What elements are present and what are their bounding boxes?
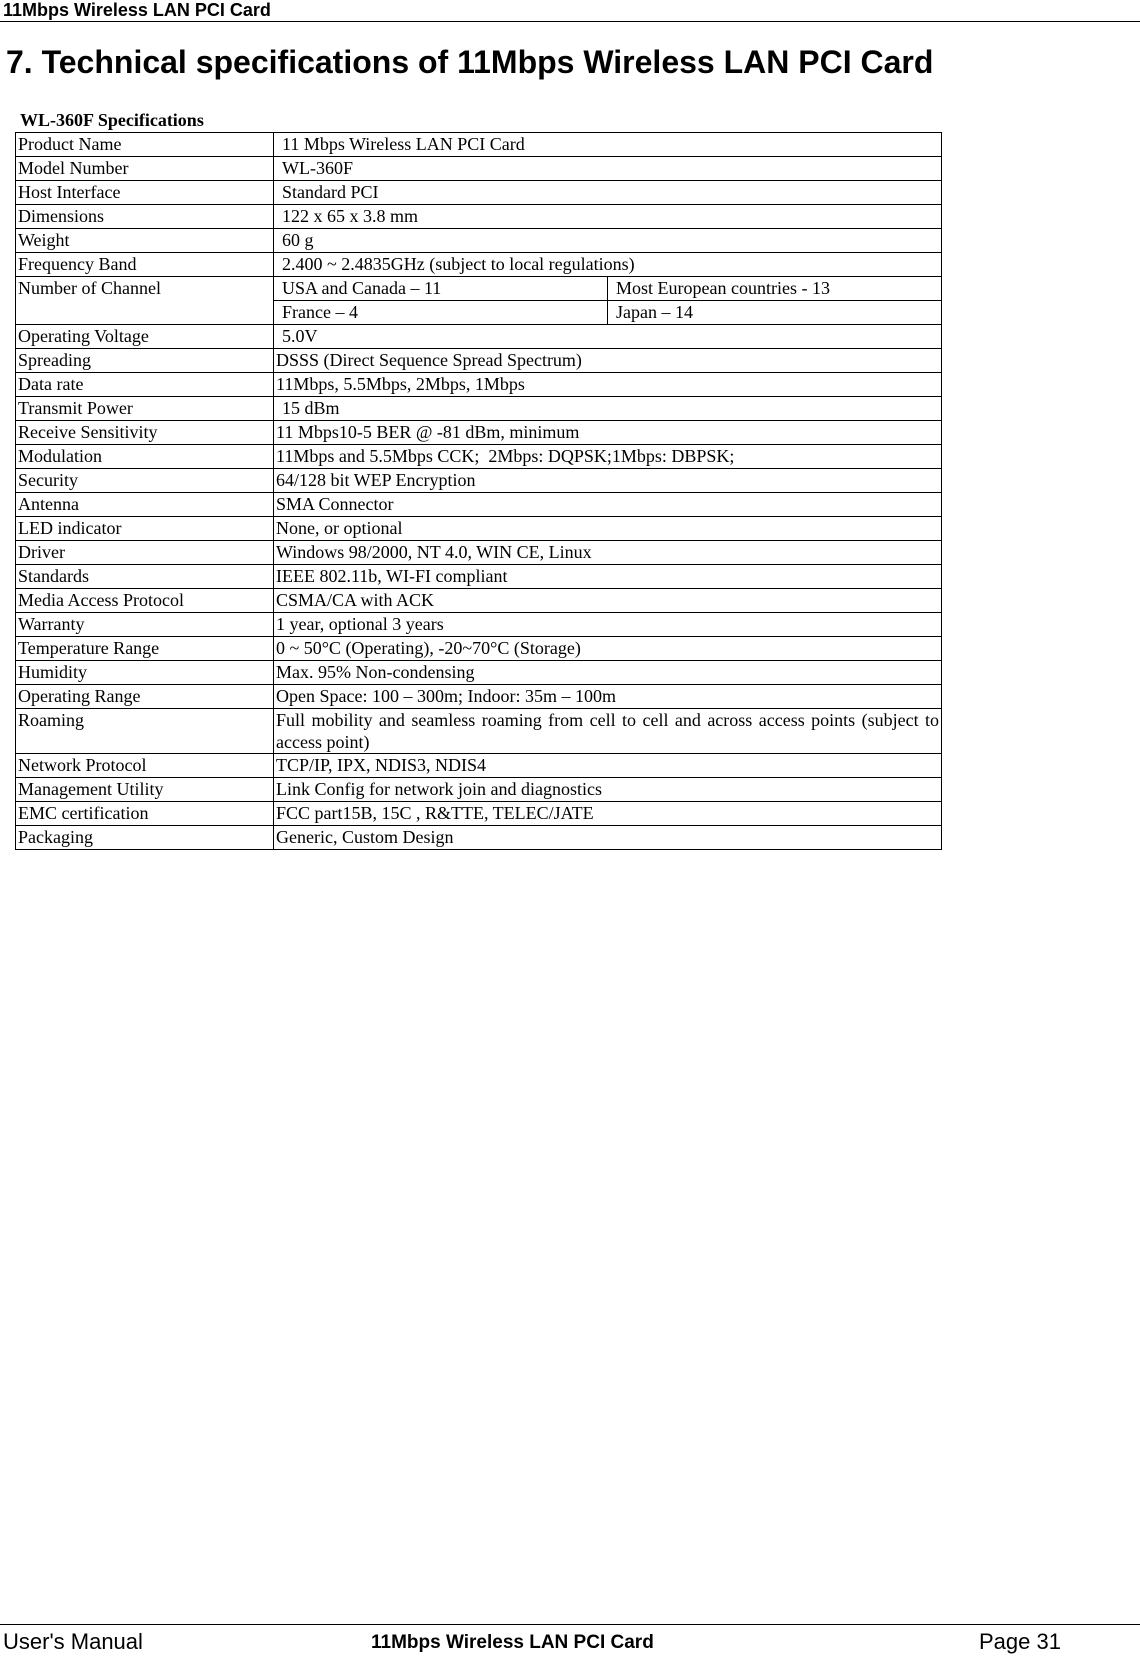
spec-value: 64/128 bit WEP Encryption xyxy=(274,469,942,493)
table-row xyxy=(16,685,942,709)
spec-label: Driver xyxy=(16,541,274,565)
spec-value-cell xyxy=(274,709,942,754)
channel-japan: Japan – 14 xyxy=(608,301,942,325)
table-row xyxy=(16,469,942,493)
spec-label: Frequency Band xyxy=(16,253,274,277)
channel-france: France – 4 xyxy=(274,301,608,325)
footer-manual-label: User's Manual xyxy=(3,1629,143,1654)
table-row xyxy=(16,205,942,229)
footer-product-title: 11Mbps Wireless LAN PCI Card xyxy=(371,1632,654,1653)
spec-label: EMC certification xyxy=(16,802,274,826)
spec-label: Receive Sensitivity xyxy=(16,421,274,445)
table-row xyxy=(16,541,942,565)
table-row xyxy=(16,325,942,349)
spec-value: Full mobility and seamless roaming from cell to cell and across access points (subject to access point) xyxy=(276,710,940,752)
spec-label: Spreading xyxy=(16,349,274,373)
spec-value: Max. 95% Non-condensing xyxy=(274,661,942,685)
running-header xyxy=(0,0,1140,22)
table-row xyxy=(16,802,942,826)
spec-label: Weight xyxy=(16,229,274,253)
spec-label: Operating Range xyxy=(16,685,274,709)
spec-value: 1 year, optional 3 years xyxy=(274,613,942,637)
table-row xyxy=(16,133,942,157)
spec-value: DSSS (Direct Sequence Spread Spectrum) xyxy=(274,349,942,373)
table-caption: WL-360F Specifications xyxy=(20,110,204,130)
running-footer xyxy=(0,1624,1140,1656)
spec-label: Antenna xyxy=(16,493,274,517)
table-row xyxy=(16,778,942,802)
spec-label: Warranty xyxy=(16,613,274,637)
spec-label: Standards xyxy=(16,565,274,589)
spec-label: Network Protocol xyxy=(16,754,274,778)
spec-value: None, or optional xyxy=(274,517,942,541)
spec-label: LED indicator xyxy=(16,517,274,541)
table-row xyxy=(16,589,942,613)
table-row xyxy=(16,445,942,469)
spec-value: 15 dBm xyxy=(274,397,942,421)
spec-label: Host Interface xyxy=(16,181,274,205)
spec-value: 0 ~ 50°C (Operating), -20~70°C (Storage) xyxy=(274,637,942,661)
spec-label: Model Number xyxy=(16,157,274,181)
spec-label: Modulation xyxy=(16,445,274,469)
page-number: Page 31 xyxy=(979,1629,1061,1654)
spec-value: 5.0V xyxy=(274,325,942,349)
spec-label: Security xyxy=(16,469,274,493)
table-row xyxy=(16,493,942,517)
table-row xyxy=(16,373,942,397)
table-row xyxy=(16,565,942,589)
spec-label: Temperature Range xyxy=(16,637,274,661)
spec-label: Dimensions xyxy=(16,205,274,229)
table-row xyxy=(16,709,942,754)
spec-label: Roaming xyxy=(16,709,274,754)
table-row xyxy=(16,157,942,181)
spec-value: Standard PCI xyxy=(274,181,942,205)
spec-label: Management Utility xyxy=(16,778,274,802)
table-row xyxy=(16,754,942,778)
table-row xyxy=(16,421,942,445)
spec-value: 60 g xyxy=(274,229,942,253)
table-row xyxy=(16,349,942,373)
spec-value: IEEE 802.11b, WI-FI compliant xyxy=(274,565,942,589)
spec-label: Product Name xyxy=(16,133,274,157)
table-row xyxy=(16,517,942,541)
spec-value: WL-360F xyxy=(274,157,942,181)
spec-value: SMA Connector xyxy=(274,493,942,517)
spec-value: CSMA/CA with ACK xyxy=(274,589,942,613)
spec-label: Humidity xyxy=(16,661,274,685)
spec-value: TCP/IP, IPX, NDIS3, NDIS4 xyxy=(274,754,942,778)
spec-value: 2.400 ~ 2.4835GHz (subject to local regulations) xyxy=(274,253,942,277)
spec-value: 11 Mbps10-5 BER @ -81 dBm, minimum xyxy=(274,421,942,445)
spec-value: FCC part15B, 15C , R&TTE, TELEC/JATE xyxy=(274,802,942,826)
spec-label: Packaging xyxy=(16,826,274,850)
table-row xyxy=(16,181,942,205)
spec-value: 11Mbps and 5.5Mbps CCK; 2Mbps: DQPSK;1Mbps: DBPSK; xyxy=(274,445,942,469)
page-title: 7. Technical specifications of 11Mbps Wireless LAN PCI Card xyxy=(6,44,934,80)
spec-label: Number of Channel xyxy=(16,277,274,325)
spec-value: 11 Mbps Wireless LAN PCI Card xyxy=(274,133,942,157)
spec-label: Media Access Protocol xyxy=(16,589,274,613)
spec-label: Data rate xyxy=(16,373,274,397)
spec-table xyxy=(15,132,942,850)
spec-value: Windows 98/2000, NT 4.0, WIN CE, Linux xyxy=(274,541,942,565)
table-row xyxy=(16,826,942,850)
table-row xyxy=(16,637,942,661)
table-row xyxy=(16,397,942,421)
table-row xyxy=(16,277,942,301)
spec-value: Link Config for network join and diagnostics xyxy=(274,778,942,802)
spec-value: Open Space: 100 – 300m; Indoor: 35m – 100m xyxy=(274,685,942,709)
table-row xyxy=(16,661,942,685)
spec-label: Operating Voltage xyxy=(16,325,274,349)
running-header-title: 11Mbps Wireless LAN PCI Card xyxy=(3,0,271,20)
table-row xyxy=(16,613,942,637)
channel-usa-canada: USA and Canada – 11 xyxy=(274,277,608,301)
spec-value: 11Mbps, 5.5Mbps, 2Mbps, 1Mbps xyxy=(274,373,942,397)
spec-label: Transmit Power xyxy=(16,397,274,421)
spec-value: 122 x 65 x 3.8 mm xyxy=(274,205,942,229)
spec-value: Generic, Custom Design xyxy=(274,826,942,850)
channel-europe: Most European countries - 13 xyxy=(608,277,942,301)
table-row xyxy=(16,253,942,277)
table-row xyxy=(16,229,942,253)
